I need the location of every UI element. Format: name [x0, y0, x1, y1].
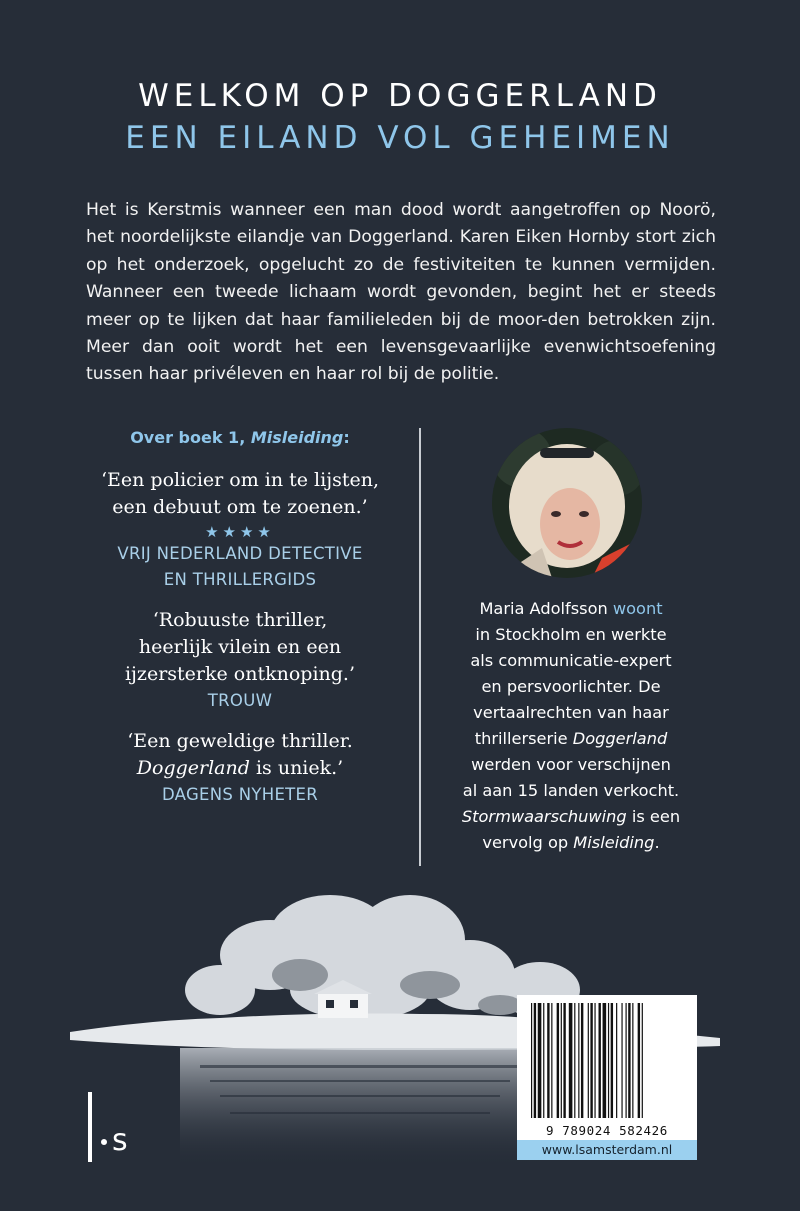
- review-2: [90, 607, 390, 714]
- review-3: [90, 728, 390, 808]
- publisher-logo: [86, 1092, 146, 1162]
- author-photo: [492, 428, 642, 578]
- svg-text:s: s: [112, 1123, 128, 1158]
- author-name: Maria Adolfsson: [479, 599, 608, 618]
- title-line-2: EEN EILAND VOL GEHEIMEN: [125, 120, 675, 156]
- reviews-column: [90, 428, 390, 822]
- title-line-1: WELKOM OP DOGGERLAND: [138, 78, 662, 114]
- column-divider: [419, 428, 421, 866]
- review-1: [90, 467, 390, 593]
- publisher-url: www.lsamsterdam.nl: [517, 1140, 697, 1160]
- barcode: [517, 995, 697, 1159]
- review-source: TROUW: [207, 691, 273, 710]
- barcode-bars: [517, 995, 697, 1125]
- author-bio: Maria Adolfsson woont in Stockholm en werkte als communicatie-expert en persvoorlichter. De vertaalrechten van haar thrillerserie Doggerland werden voor verschijnen al aan 15 landen verkocht. Stormwaarschuwing is een vervolg op Misleiding.: [461, 599, 681, 852]
- reviews-label: Over boek 1, Misleiding:: [130, 428, 350, 447]
- review-source: VRIJ NEDERLAND DETECTIVE EN THRILLERGIDS: [117, 544, 363, 589]
- star-rating: ★★★★: [205, 523, 275, 541]
- review-source: DAGENS NYHETER: [161, 785, 319, 804]
- isbn-digits: 9 789024 582426: [546, 1123, 668, 1138]
- review-quote: ‘Een policier om in te lijsten, een debuut om te zoenen.’: [101, 469, 379, 518]
- back-cover-blurb: Het is Kerstmis wanneer een man dood wordt aangetroffen op Noorö, het noordelijkste eilandje van Doggerland. Karen Eiken Hornby stort zich op het onderzoek, opgelucht zo de festiviteiten te kunnen vermijden. Wanneer een tweede lichaam wordt gevonden, begint het er steeds meer op te lijken dat haar familieleden bij de moor-den betrokken zijn. Meer dan ooit wordt het een levensgevaarlijke evenwichtsoefening tussen haar privéleven en haar rol bij de politie.: [86, 200, 716, 385]
- review-quote: ‘Een geweldige thriller. Doggerland is uniek.’: [127, 730, 353, 779]
- review-quote: ‘Robuuste thriller, heerlijk vilein en een ijzersterke ontknoping.’: [124, 609, 356, 685]
